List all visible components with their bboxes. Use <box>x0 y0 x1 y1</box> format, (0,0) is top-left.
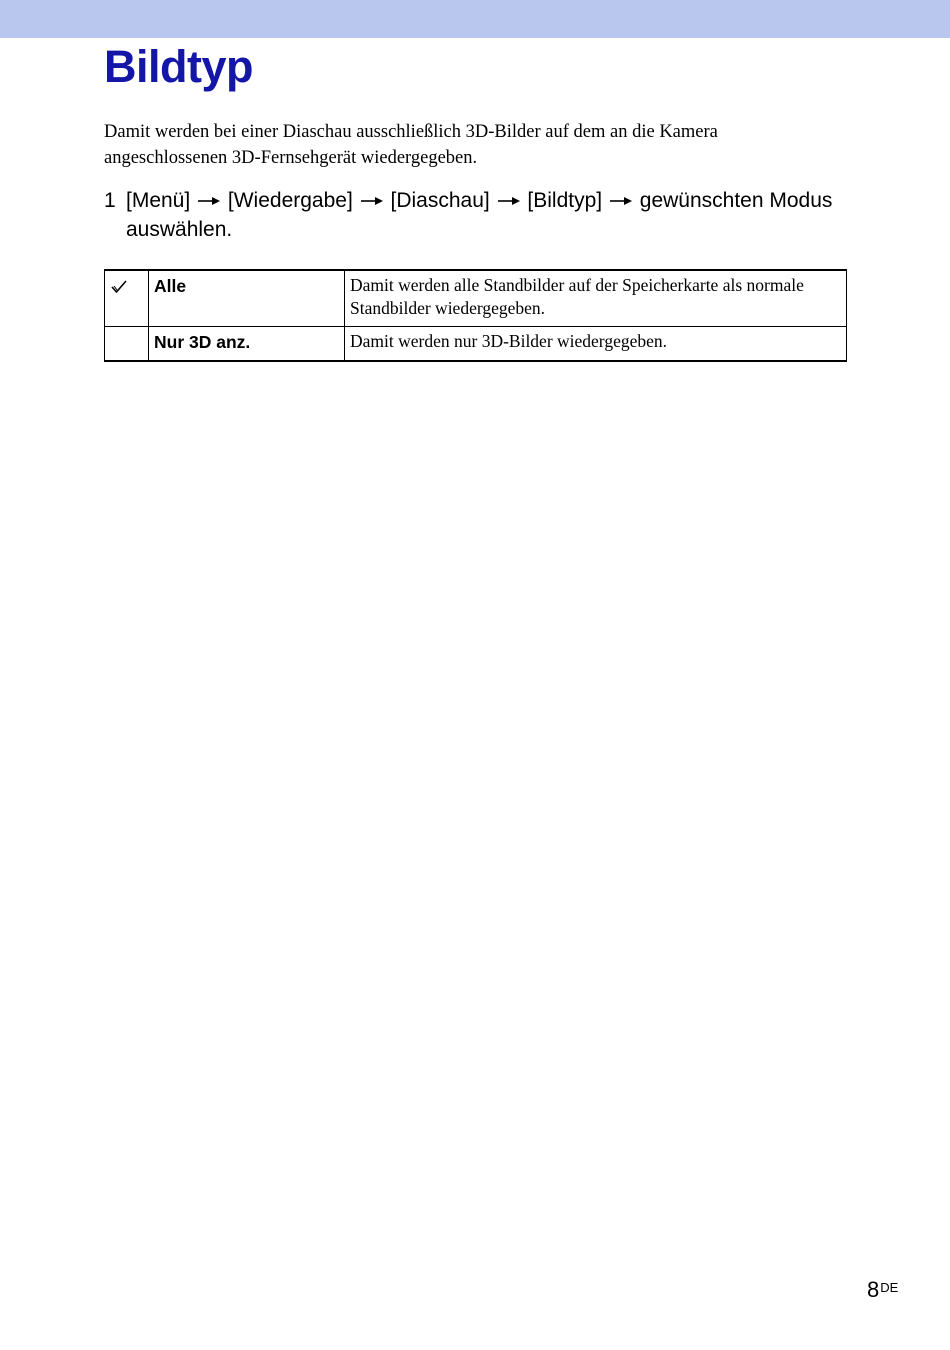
option-name: Alle <box>149 270 345 327</box>
right-arrow-icon <box>196 186 222 215</box>
default-marker-cell <box>105 327 149 362</box>
options-table <box>104 269 847 362</box>
default-marker-cell <box>105 270 149 327</box>
menu-path-item: [Wiedergabe] <box>227 189 353 212</box>
intro-paragraph: Damit werden bei einer Diaschau ausschließlich 3D-Bilder auf dem an die Kamera angeschlossenen 3D-Fernsehgerät wiedergegeben. <box>104 122 718 168</box>
page-number-value: 8 <box>867 1277 880 1302</box>
option-name: Nur 3D anz. <box>149 327 345 362</box>
step-ending: gewünschten Modus auswählen. <box>126 189 833 241</box>
menu-path-item: [Bildtyp] <box>527 189 603 212</box>
step-number: 1 <box>104 189 116 212</box>
step-instruction <box>104 186 844 244</box>
menu-path-item: [Diaschau] <box>390 189 490 212</box>
right-arrow-icon <box>359 186 385 215</box>
header-band <box>0 0 950 38</box>
right-arrow-icon <box>608 186 634 215</box>
table-row <box>105 270 847 327</box>
page-title: Bildtyp <box>104 41 253 92</box>
step-text <box>126 186 844 244</box>
option-description: Damit werden nur 3D-Bilder wiedergegeben. <box>345 327 847 362</box>
checkmark-default-icon <box>110 279 128 295</box>
page-language: DE <box>880 1280 899 1295</box>
option-description: Damit werden alle Standbilder auf der Speicherkarte als normale Standbilder wiedergegeben. <box>345 270 847 327</box>
right-arrow-icon <box>496 186 522 215</box>
page-number <box>867 1276 898 1304</box>
table-row <box>105 327 847 362</box>
menu-path-item: [Menü] <box>126 189 191 212</box>
